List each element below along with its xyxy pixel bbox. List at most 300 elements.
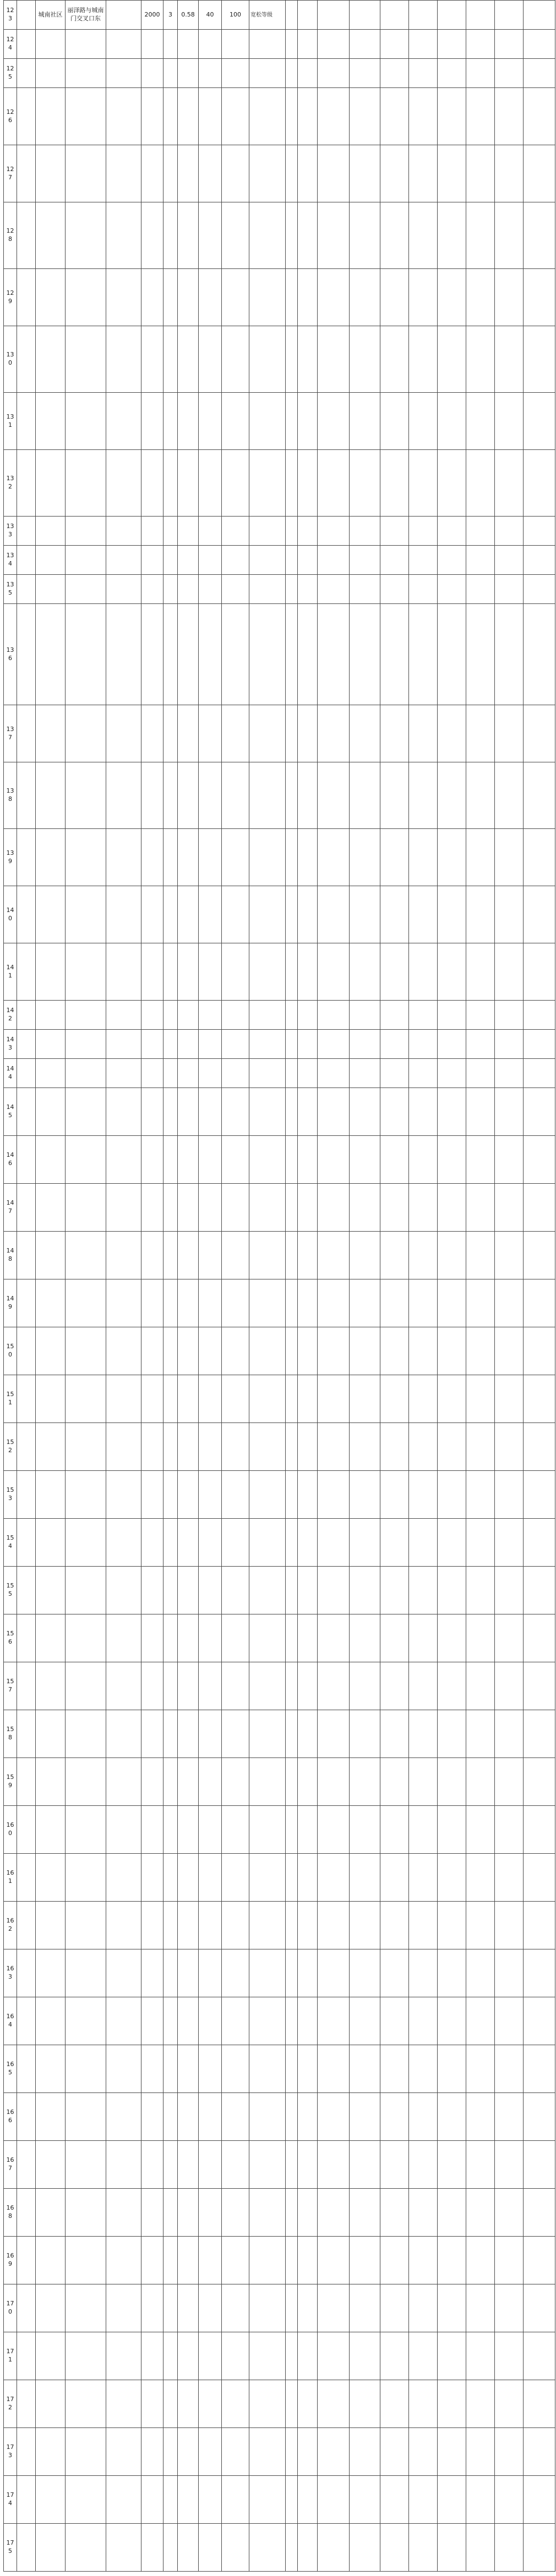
table-cell <box>163 546 178 575</box>
table-cell <box>106 762 141 829</box>
table-cell <box>409 575 438 604</box>
table-cell <box>318 1059 350 1088</box>
table-cell <box>524 1949 555 1997</box>
table-cell <box>36 326 66 393</box>
table-cell: 40 <box>199 1 222 30</box>
table-cell <box>36 393 66 450</box>
table-cell <box>66 2045 106 2093</box>
table-cell: 2000 <box>141 1 163 30</box>
table-cell <box>298 1136 318 1184</box>
table-cell <box>524 1567 555 1614</box>
table-cell <box>106 943 141 1001</box>
table-cell <box>438 1375 466 1423</box>
table-cell <box>199 1471 222 1519</box>
table-cell <box>466 1854 495 1902</box>
table-cell <box>66 2093 106 2141</box>
table-cell <box>178 2428 199 2476</box>
table-cell <box>106 1806 141 1854</box>
table-cell <box>524 30 555 59</box>
table-cell <box>438 1232 466 1279</box>
table-cell <box>438 1902 466 1949</box>
table-cell <box>438 1088 466 1136</box>
table-cell <box>350 1519 380 1567</box>
table-cell <box>380 1279 409 1327</box>
table-cell <box>298 1 318 30</box>
table-cell <box>199 450 222 517</box>
table-cell <box>106 575 141 604</box>
table-cell <box>178 2380 199 2428</box>
table-cell <box>466 1902 495 1949</box>
table-cell <box>141 1088 163 1136</box>
table-cell <box>524 2189 555 2237</box>
table-cell <box>495 145 524 202</box>
table-cell <box>286 1902 298 1949</box>
table-cell <box>466 145 495 202</box>
table-cell <box>36 2189 66 2237</box>
table-cell <box>298 1375 318 1423</box>
table-cell <box>199 1184 222 1232</box>
table-cell <box>380 2237 409 2284</box>
table-cell <box>286 943 298 1001</box>
table-cell <box>17 2332 36 2380</box>
table-cell <box>66 2380 106 2428</box>
table-cell <box>178 2141 199 2189</box>
table-cell <box>163 886 178 943</box>
table-cell <box>524 1059 555 1088</box>
table-cell <box>318 1710 350 1758</box>
table-cell <box>249 1806 286 1854</box>
table-cell <box>36 2093 66 2141</box>
table-cell <box>199 2428 222 2476</box>
table-cell <box>298 450 318 517</box>
table-cell <box>350 2141 380 2189</box>
table-cell <box>106 2093 141 2141</box>
table-cell <box>350 517 380 546</box>
table-cell <box>524 1710 555 1758</box>
table-cell <box>286 393 298 450</box>
table-cell: 132 <box>4 450 17 517</box>
table-cell <box>222 326 249 393</box>
table-cell <box>163 145 178 202</box>
table-cell <box>298 1902 318 1949</box>
table-cell <box>298 30 318 59</box>
table-cell <box>36 2045 66 2093</box>
table-cell <box>524 2380 555 2428</box>
table-cell <box>106 2045 141 2093</box>
table-cell <box>178 1232 199 1279</box>
table-cell <box>249 1758 286 1806</box>
table-cell <box>141 2045 163 2093</box>
table-cell <box>409 1567 438 1614</box>
table-cell <box>222 1232 249 1279</box>
table-cell <box>17 829 36 886</box>
table-cell <box>495 1059 524 1088</box>
table-cell <box>438 1806 466 1854</box>
table-cell <box>350 1902 380 1949</box>
table-cell <box>318 2284 350 2332</box>
table-cell <box>318 450 350 517</box>
table-cell <box>36 202 66 269</box>
table-cell <box>350 145 380 202</box>
table-cell <box>318 886 350 943</box>
table-cell <box>163 1854 178 1902</box>
table-cell <box>409 1001 438 1030</box>
table-cell <box>36 2428 66 2476</box>
table-cell <box>286 1232 298 1279</box>
table-cell <box>17 202 36 269</box>
table-cell <box>66 2524 106 2572</box>
table-cell <box>298 1030 318 1059</box>
table-row <box>4 202 555 269</box>
table-row <box>4 1030 555 1059</box>
table-cell <box>199 1949 222 1997</box>
table-cell <box>222 1806 249 1854</box>
table-cell <box>438 2332 466 2380</box>
table-cell <box>466 1232 495 1279</box>
table-cell <box>66 1806 106 1854</box>
table-cell <box>199 88 222 145</box>
table-cell <box>163 1423 178 1471</box>
table-cell <box>318 705 350 762</box>
table-cell <box>141 1375 163 1423</box>
table-cell <box>495 1854 524 1902</box>
table-cell <box>495 1567 524 1614</box>
table-cell <box>163 1949 178 1997</box>
table-cell <box>199 762 222 829</box>
table-cell <box>466 2428 495 2476</box>
table-cell <box>438 2380 466 2428</box>
table-row <box>4 1614 555 1662</box>
table-row <box>4 604 555 705</box>
table-cell <box>298 2380 318 2428</box>
table-row <box>4 326 555 393</box>
table-cell <box>66 1902 106 1949</box>
table-cell: 160 <box>4 1806 17 1854</box>
table-cell <box>524 202 555 269</box>
table-cell <box>495 886 524 943</box>
table-cell <box>438 1184 466 1232</box>
table-cell <box>495 762 524 829</box>
table-cell <box>298 517 318 546</box>
table-cell <box>249 1902 286 1949</box>
table-cell <box>466 1001 495 1030</box>
table-cell <box>163 1471 178 1519</box>
table-cell <box>17 1088 36 1136</box>
table-cell <box>106 269 141 326</box>
table-cell <box>66 575 106 604</box>
table-cell <box>380 2093 409 2141</box>
table-cell <box>286 1184 298 1232</box>
table-cell <box>222 1949 249 1997</box>
table-cell <box>466 2284 495 2332</box>
table-cell <box>17 2045 36 2093</box>
table-cell <box>380 326 409 393</box>
table-cell <box>466 2093 495 2141</box>
table-cell <box>66 517 106 546</box>
table-cell <box>178 2476 199 2524</box>
table-cell <box>222 575 249 604</box>
table-cell <box>66 2237 106 2284</box>
table-cell <box>286 575 298 604</box>
table-cell <box>249 762 286 829</box>
table-cell: 158 <box>4 1710 17 1758</box>
table-cell <box>524 1001 555 1030</box>
table-cell <box>524 1184 555 1232</box>
table-cell <box>178 2332 199 2380</box>
table-cell <box>163 393 178 450</box>
table-cell <box>199 2524 222 2572</box>
table-cell <box>106 1184 141 1232</box>
table-cell <box>298 1710 318 1758</box>
table-cell <box>163 1030 178 1059</box>
table-cell <box>222 1279 249 1327</box>
table-cell <box>141 886 163 943</box>
table-cell <box>350 2045 380 2093</box>
table-cell <box>466 2237 495 2284</box>
table-cell <box>178 1001 199 1030</box>
table-cell <box>380 546 409 575</box>
table-cell <box>163 1327 178 1375</box>
table-cell <box>249 269 286 326</box>
table-cell <box>199 604 222 705</box>
table-cell <box>495 1902 524 1949</box>
table-cell: 0.58 <box>178 1 199 30</box>
table-cell <box>380 575 409 604</box>
table-cell <box>495 1519 524 1567</box>
table-cell <box>286 202 298 269</box>
table-cell <box>141 1614 163 1662</box>
table-cell <box>438 604 466 705</box>
table-cell <box>495 1614 524 1662</box>
table-row <box>4 2093 555 2141</box>
table-cell <box>350 1806 380 1854</box>
table-cell <box>350 1059 380 1088</box>
table-cell <box>222 517 249 546</box>
table-cell <box>350 1136 380 1184</box>
table-cell <box>163 2093 178 2141</box>
table-cell <box>66 1088 106 1136</box>
table-cell: 129 <box>4 269 17 326</box>
table-row <box>4 575 555 604</box>
table-cell <box>178 59 199 88</box>
table-cell <box>438 1327 466 1375</box>
table-cell <box>380 2476 409 2524</box>
table-cell <box>163 1758 178 1806</box>
table-cell <box>350 1997 380 2045</box>
table-cell <box>106 1662 141 1710</box>
table-cell <box>380 1854 409 1902</box>
table-cell <box>163 269 178 326</box>
table-cell <box>66 450 106 517</box>
table-cell <box>409 1710 438 1758</box>
table-cell <box>350 2237 380 2284</box>
table-cell <box>163 2476 178 2524</box>
table-cell <box>163 2189 178 2237</box>
table-cell <box>318 1423 350 1471</box>
table-cell <box>163 575 178 604</box>
table-cell <box>524 517 555 546</box>
table-cell <box>466 1 495 30</box>
table-cell: 170 <box>4 2284 17 2332</box>
table-cell <box>66 1567 106 1614</box>
table-cell <box>524 886 555 943</box>
table-cell <box>466 886 495 943</box>
table-cell <box>495 30 524 59</box>
table-cell <box>466 829 495 886</box>
table-cell <box>495 326 524 393</box>
table-cell <box>249 1614 286 1662</box>
table-cell <box>36 1902 66 1949</box>
table-cell <box>66 1662 106 1710</box>
table-cell <box>495 1030 524 1059</box>
table-cell <box>249 1997 286 2045</box>
table-cell <box>524 1997 555 2045</box>
table-cell <box>66 30 106 59</box>
table-cell: 128 <box>4 202 17 269</box>
table-cell <box>298 1059 318 1088</box>
table-cell <box>199 1088 222 1136</box>
table-cell <box>350 1030 380 1059</box>
table-cell <box>286 2284 298 2332</box>
table-cell <box>524 575 555 604</box>
table-cell <box>17 2428 36 2476</box>
table-cell <box>438 1854 466 1902</box>
table-cell <box>524 1030 555 1059</box>
table-cell <box>222 1854 249 1902</box>
table-cell <box>466 1710 495 1758</box>
table-row <box>4 450 555 517</box>
table-cell <box>298 1662 318 1710</box>
table-cell <box>141 1030 163 1059</box>
table-cell <box>380 2284 409 2332</box>
table-cell <box>524 450 555 517</box>
table-cell <box>495 2332 524 2380</box>
table-cell <box>36 829 66 886</box>
table-cell: 175 <box>4 2524 17 2572</box>
table-cell <box>17 2141 36 2189</box>
table-cell <box>350 705 380 762</box>
table-cell <box>350 2428 380 2476</box>
table-cell <box>178 1806 199 1854</box>
table-cell <box>36 1088 66 1136</box>
table-cell <box>438 326 466 393</box>
table-cell <box>249 1519 286 1567</box>
table-cell <box>524 2428 555 2476</box>
table-cell <box>466 1279 495 1327</box>
table-cell <box>66 886 106 943</box>
table-cell <box>163 604 178 705</box>
table-cell <box>524 1088 555 1136</box>
table-cell <box>222 30 249 59</box>
table-cell <box>36 1279 66 1327</box>
table-cell <box>298 575 318 604</box>
table-cell <box>286 705 298 762</box>
table-cell <box>141 1001 163 1030</box>
table-cell <box>286 1088 298 1136</box>
table-cell: 157 <box>4 1662 17 1710</box>
table-cell <box>438 1758 466 1806</box>
table-cell <box>178 1088 199 1136</box>
table-cell <box>495 88 524 145</box>
table-cell <box>178 943 199 1001</box>
table-cell <box>106 705 141 762</box>
table-cell <box>141 575 163 604</box>
table-cell <box>163 1902 178 1949</box>
table-cell <box>163 1997 178 2045</box>
table-cell: 156 <box>4 1614 17 1662</box>
table-cell: 城南社区 <box>36 1 66 30</box>
table-cell <box>36 604 66 705</box>
table-cell <box>286 326 298 393</box>
table-cell <box>466 2476 495 2524</box>
table-cell <box>66 2141 106 2189</box>
table-cell <box>36 1471 66 1519</box>
table-cell <box>36 517 66 546</box>
table-cell <box>163 1614 178 1662</box>
table-cell <box>298 943 318 1001</box>
table-cell <box>495 1279 524 1327</box>
table-cell <box>66 1423 106 1471</box>
table-cell <box>350 1567 380 1614</box>
table-cell <box>495 1136 524 1184</box>
table-cell <box>380 943 409 1001</box>
table-cell <box>222 2428 249 2476</box>
table-cell <box>524 1614 555 1662</box>
table-cell <box>409 2284 438 2332</box>
table-cell <box>298 88 318 145</box>
table-cell <box>163 2380 178 2428</box>
table-cell <box>524 1327 555 1375</box>
table-cell <box>524 145 555 202</box>
table-cell <box>222 1662 249 1710</box>
table-cell: 140 <box>4 886 17 943</box>
table-cell <box>409 1471 438 1519</box>
table-cell <box>66 2476 106 2524</box>
table-cell <box>141 517 163 546</box>
table-cell <box>438 1059 466 1088</box>
table-cell <box>66 762 106 829</box>
table-cell <box>380 59 409 88</box>
table-cell <box>350 1758 380 1806</box>
table-cell <box>178 1327 199 1375</box>
table-cell <box>466 1375 495 1423</box>
table-cell <box>106 1614 141 1662</box>
table-cell <box>163 517 178 546</box>
table-cell <box>178 575 199 604</box>
table-cell <box>17 1567 36 1614</box>
table-cell <box>298 546 318 575</box>
table-cell <box>409 1088 438 1136</box>
table-cell <box>106 1232 141 1279</box>
table-cell <box>106 1136 141 1184</box>
table-cell <box>298 705 318 762</box>
table-cell <box>163 2284 178 2332</box>
table-cell <box>466 1567 495 1614</box>
table-cell <box>249 1567 286 1614</box>
table-cell <box>380 450 409 517</box>
table-cell <box>199 2332 222 2380</box>
table-cell <box>298 2476 318 2524</box>
table-cell <box>249 393 286 450</box>
table-cell <box>318 1001 350 1030</box>
table-cell <box>286 2332 298 2380</box>
table-cell: 141 <box>4 943 17 1001</box>
table-cell <box>318 1758 350 1806</box>
table-cell <box>249 2189 286 2237</box>
table-row <box>4 1088 555 1136</box>
table-cell <box>318 1136 350 1184</box>
table-cell <box>298 2237 318 2284</box>
